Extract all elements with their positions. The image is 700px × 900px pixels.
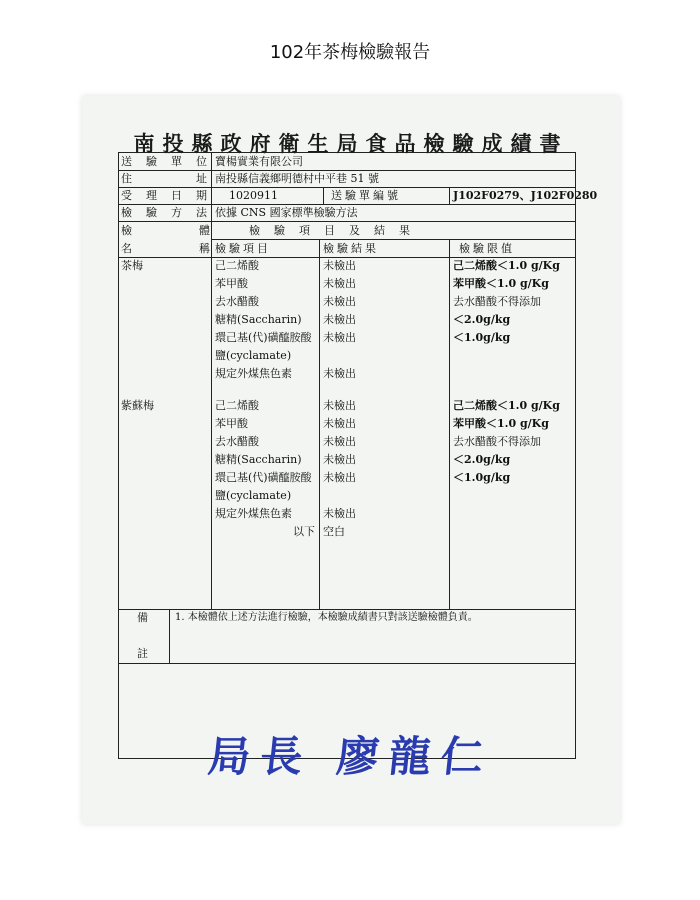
test-limit: 去水醋酸不得添加 <box>453 295 541 308</box>
test-result: 未檢出 <box>323 507 356 520</box>
value-address: 南投縣信義鄉明德村中平巷 51 號 <box>215 172 379 185</box>
test-item: 己二烯酸 <box>215 399 259 412</box>
test-result: 未檢出 <box>323 277 356 290</box>
report-form <box>118 152 598 759</box>
label-sender: 送驗單位 <box>121 155 221 168</box>
test-item: 規定外煤焦色素 <box>215 507 292 520</box>
sample-name: 茶梅 <box>121 259 143 272</box>
blank-note-blank: 空白 <box>323 525 345 538</box>
label-result-header: 檢驗結果 <box>323 242 379 255</box>
test-limit: ＜2.0g/kg <box>453 453 511 466</box>
value-received-date: 1020911 <box>229 189 278 202</box>
test-result: 未檢出 <box>323 435 356 448</box>
test-limit: ＜1.0g/kg <box>453 331 511 344</box>
test-limit: 去水醋酸不得添加 <box>453 435 541 448</box>
test-result: 未檢出 <box>323 295 356 308</box>
report-document <box>82 96 620 824</box>
label-item-header: 檢驗項目 <box>215 242 271 255</box>
label-limit-header: 檢驗限值 <box>459 242 515 255</box>
sample-name: 紫蘇梅 <box>121 399 154 412</box>
test-item: 苯甲酸 <box>215 277 248 290</box>
page-title: 102年茶梅檢驗報告 <box>269 42 431 63</box>
label-remarks-2: 註 <box>137 647 148 660</box>
row-divider <box>119 257 575 258</box>
test-result: 未檢出 <box>323 453 356 466</box>
test-limit: 苯甲酸＜1.0 g/Kg <box>453 277 549 290</box>
row-divider <box>211 239 575 240</box>
label-received-date: 受理日期 <box>121 189 221 202</box>
value-method: 依據 CNS 國家標準檢驗方法 <box>215 206 358 219</box>
remarks-text: 1. 本檢體依上述方法進行檢驗，本檢驗成績書只對該送驗檢體負責。 <box>175 612 478 623</box>
document-title: 南投縣政府衛生局食品檢驗成績書 <box>133 131 569 156</box>
label-sample-no: 送驗單編號 <box>331 189 401 202</box>
test-result: 未檢出 <box>323 399 356 412</box>
label-sample-name-3: 名 <box>121 242 132 255</box>
test-item: 去水醋酸 <box>215 435 259 448</box>
column-divider <box>169 609 170 663</box>
label-sample-name-4: 稱 <box>199 242 210 255</box>
director-signature-stamp: 局長 廖龍仁 <box>205 732 496 781</box>
test-item: 己二烯酸 <box>215 259 259 272</box>
column-divider <box>449 239 450 609</box>
test-result: 未檢出 <box>323 313 356 326</box>
test-limit: 己二烯酸＜1.0 g/Kg <box>453 259 560 272</box>
test-item: 糖精(Saccharin) <box>215 313 302 326</box>
row-divider <box>119 187 575 188</box>
test-item: 苯甲酸 <box>215 417 248 430</box>
test-result: 未檢出 <box>323 259 356 272</box>
test-result: 未檢出 <box>323 367 356 380</box>
test-result: 未檢出 <box>323 331 356 344</box>
test-limit: 苯甲酸＜1.0 g/Kg <box>453 417 549 430</box>
test-item: 去水醋酸 <box>215 295 259 308</box>
row-divider <box>119 170 575 171</box>
test-item: 糖精(Saccharin) <box>215 453 302 466</box>
value-sample-no: J102F0279、J102F0280 <box>453 189 598 202</box>
test-item: 鹽(cyclamate) <box>215 489 292 502</box>
test-item: 規定外煤焦色素 <box>215 367 292 380</box>
test-limit: ＜1.0g/kg <box>453 471 511 484</box>
column-divider <box>319 239 320 609</box>
column-divider <box>323 187 324 204</box>
test-limit: 己二烯酸＜1.0 g/Kg <box>453 399 560 412</box>
test-item: 環己基(代)磺醯胺酸 <box>215 331 312 344</box>
test-item: 環己基(代)磺醯胺酸 <box>215 471 312 484</box>
value-sender: 寶楊實業有限公司 <box>215 155 303 168</box>
test-result: 未檢出 <box>323 471 356 484</box>
blank-note-below: 以下 <box>293 525 315 538</box>
row-divider <box>119 204 575 205</box>
label-remarks-1: 備 <box>137 611 148 624</box>
row-divider <box>119 663 575 664</box>
label-address: 住 址 <box>121 172 221 185</box>
test-limit: ＜2.0g/kg <box>453 313 511 326</box>
test-item: 鹽(cyclamate) <box>215 349 292 362</box>
label-sample-name-2: 體 <box>199 224 210 237</box>
column-divider <box>211 257 212 609</box>
test-result: 未檢出 <box>323 417 356 430</box>
label-method: 檢驗方法 <box>121 206 221 219</box>
row-divider <box>119 609 575 610</box>
column-divider <box>449 187 450 204</box>
label-results-header: 檢驗項目及結果 <box>249 224 424 237</box>
row-divider <box>119 221 575 222</box>
label-sample-name-1: 檢 <box>121 224 132 237</box>
